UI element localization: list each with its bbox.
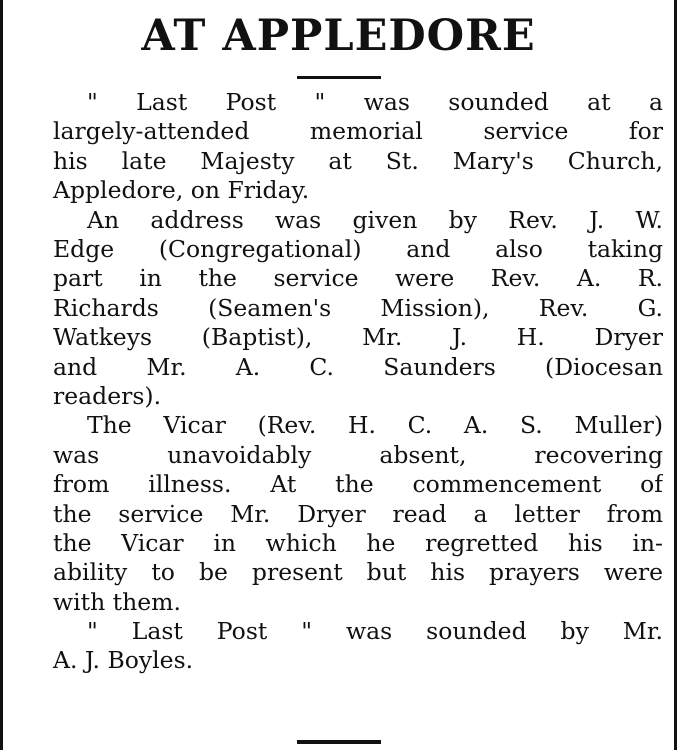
paragraph-4 [29, 617, 663, 676]
text-line: " Last Post " was sounded by Mr. [87, 617, 663, 646]
text-line: An address was given by Rev. J. W. [87, 205, 663, 234]
text-line: the service Mr. Dryer read a letter from [53, 499, 663, 528]
text-line: A. J. Boyles. [53, 646, 194, 675]
text-line: " Last Post " was sounded at a [87, 88, 663, 116]
bottom-rule [297, 740, 381, 744]
text-line: his late Majesty at St. Mary's Church, [53, 146, 663, 175]
paragraph-3 [29, 411, 663, 617]
text-line: Edge (Congregational) and also taking [53, 234, 663, 263]
text-line: Appledore, on Friday. [53, 176, 310, 205]
text-line: readers). [53, 381, 162, 410]
text-line: with them. [53, 587, 181, 616]
text-line: ability to be present but his prayers were [53, 558, 663, 587]
text-line: The Vicar (Rev. H. C. A. S. Muller) [87, 411, 663, 440]
text-line: Richards (Seamen's Mission), Rev. G. [53, 293, 663, 322]
text-line: part in the service were Rev. A. R. [53, 264, 663, 293]
paragraph-2 [29, 206, 663, 412]
text-line: largely-attended memorial service for [53, 117, 663, 146]
article-body [29, 88, 663, 676]
text-line: and Mr. A. C. Saunders (Diocesan [53, 352, 663, 381]
text-line: from illness. At the commencement of [53, 470, 663, 499]
text-line: the Vicar in which he regretted his in- [53, 528, 663, 557]
text-line: Watkeys (Baptist), Mr. J. H. Dryer [53, 323, 663, 352]
headline: AT APPLEDORE [141, 11, 536, 61]
headline-rule [297, 76, 381, 79]
text-line: was unavoidably absent, recovering [53, 440, 663, 469]
paragraph-1 [29, 88, 663, 206]
